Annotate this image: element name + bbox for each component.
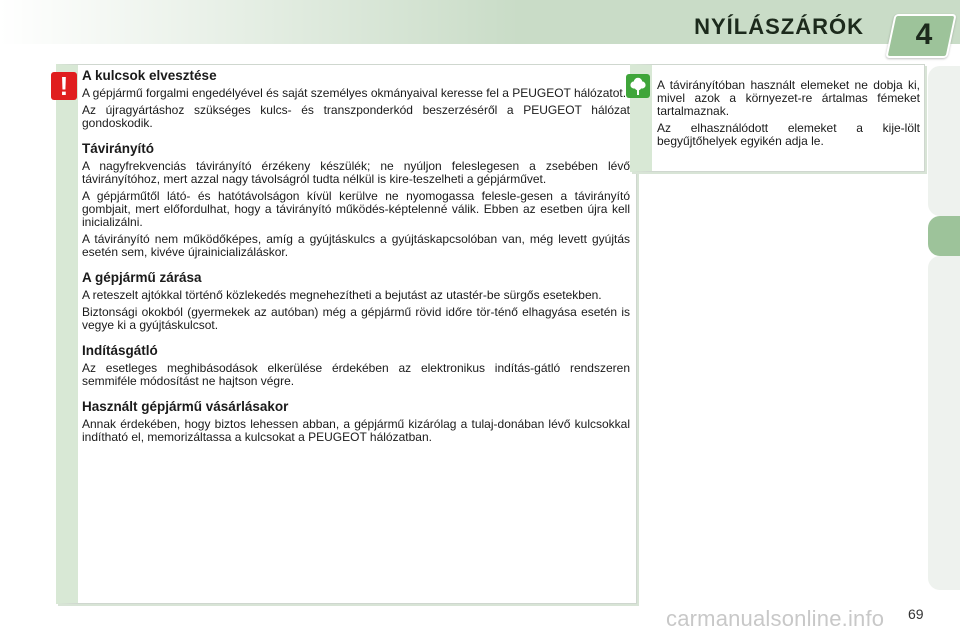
paragraph: A reteszelt ajtókkal történő közlekedés megnehezítheti a bejutást az utastér-be sürgős esetekben. (82, 288, 602, 302)
main-info-panel (56, 64, 637, 604)
paragraph: Az esetleges meghibásodások elkerülése érdekében az elektronikus indítás-gátló rendszeren semmiféle módosítást ne hajtson végre. (82, 361, 630, 388)
section-title: Indításgátló (82, 343, 158, 358)
section-title: Használt gépjármű vásárlásakor (82, 399, 289, 414)
warning-exclamation-icon (51, 72, 77, 100)
paragraph: A nagyfrekvenciás távirányító érzékeny készülék; ne nyúljon feleslegesen a zsebében lévő távirányítóhoz, mert azzal nagy távolságról tudta nélkül is kire-teszelheti a gépjárművet. (82, 159, 630, 186)
section-vehicle-locking (82, 270, 630, 332)
side-tab-previous[interactable] (928, 66, 960, 216)
chapter-number: 4 (915, 18, 933, 51)
paragraph: A gépjármű forgalmi engedélyével és saját személyes okmányaival keresse fel a PEUGEOT hálózatot. (82, 86, 627, 100)
section-remote-control (82, 141, 630, 259)
site-watermark: carmanualsonline.info (666, 606, 885, 631)
warning-glyph: ! (59, 71, 69, 101)
section-title: A kulcsok elvesztése (82, 68, 217, 83)
side-tab-current-chapter[interactable] (928, 216, 960, 256)
section-title: A gépjármű zárása (82, 270, 202, 285)
tree-eco-icon-shape (626, 74, 650, 98)
paragraph: A gépjárműtől látó- és hatótávolságon kívül kerülve ne nyomogassa felesle-gesen a távirányító gombjait, mert előfordulhat, hogy a távirányító működés-képtelenné válik. Ebben az esetben újra kell inicializálni. (82, 189, 630, 229)
environment-info-panel (630, 64, 925, 172)
paragraph: Annak érdekében, hogy biztos lehessen abban, a gépjármű kizárólag a tulaj-donában lévő kulcsokkal indítható el, memorizáltassa a kulcsokat a PEUGEOT hálózatban. (82, 417, 630, 444)
section-immobiliser (82, 343, 630, 388)
section-used-vehicle (82, 399, 630, 444)
chapter-title: NYÍLÁSZÁRÓK (694, 14, 864, 39)
paragraph: Az elhasználódott elemeket a kije-lölt begyűjtőhelyek egyikén adja le. (657, 121, 920, 148)
paragraph: A távirányító nem működőképes, amíg a gyújtáskulcs a gyújtáskapcsolóban van, még levett gyújtás esetén sem, kivéve újrainicializáláskor. (82, 232, 630, 259)
section-title: Távirányító (82, 141, 155, 156)
page-number: 69 (908, 606, 924, 622)
tree-eco-icon (626, 74, 650, 98)
section-lost-keys (82, 68, 630, 130)
paragraph: Az újragyártáshoz szükséges kulcs- és transzponderkód beszerzéséről a PEUGEOT hálózat gondoskodik. (82, 103, 630, 130)
paragraph: A távirányítóban használt elemeket ne dobja ki, mivel azok a környezet-re ártalmas fémeket tartalmaznak. (657, 78, 920, 118)
paragraph: Biztonsági okokból (gyermekek az autóban) még a gépjármű rövid időre tör-ténő elhagyása esetén is vegye ki a gyújtáskulcsot. (82, 305, 630, 332)
side-tab-next[interactable] (928, 256, 960, 590)
